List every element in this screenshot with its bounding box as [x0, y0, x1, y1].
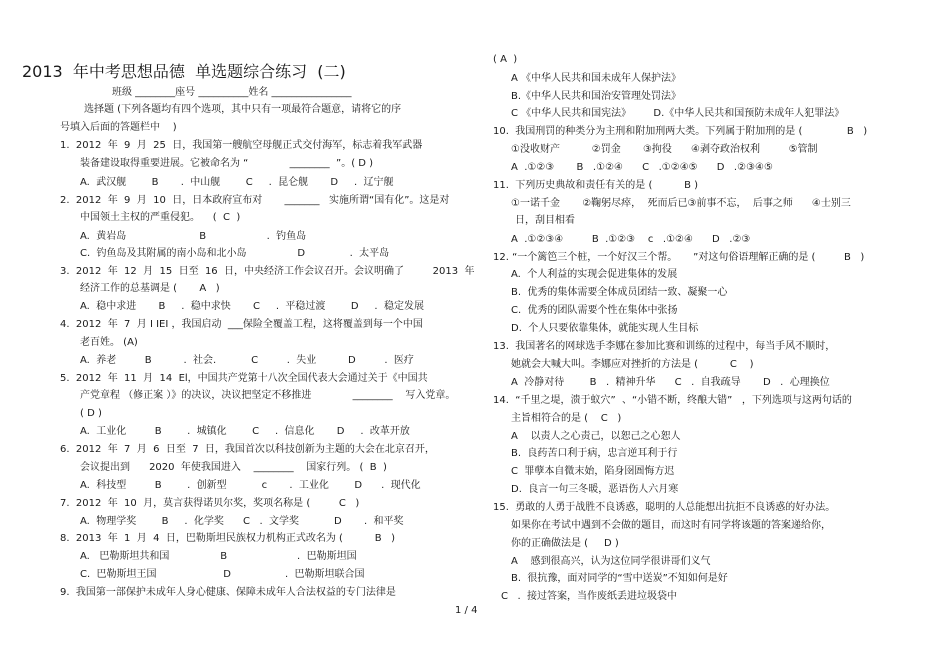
- text-line: C. 钓鱼岛及其附属的南小岛和北小岛 D . 太平岛: [80, 248, 390, 259]
- text-line: A 以责人之心责己，以恕己之心恕人: [511, 431, 681, 442]
- text-line: 9. 我国第一部保护未成年人身心健康、保障未成年人合法权益的专门法律是: [60, 587, 396, 598]
- text-line: 8. 2013 年 1 月 4 日，巴勒斯坦民族权力机构正式改名为 ( B ): [60, 533, 396, 544]
- text-line: A. 养老 B . 社会. C . 失业 D . 医疗: [80, 355, 414, 366]
- text-line: 11. 下列历史典故和责任有关的是 ( B ): [493, 180, 699, 191]
- text-line: 号填入后面的答题栏中 ): [60, 122, 177, 133]
- text-line: C. 巴勒斯坦王国 D . 巴勒斯坦联合国: [80, 569, 365, 580]
- text-line: 她就会大喊大叫。李娜应对挫折的方法是 ( C ): [511, 359, 754, 370]
- text-line: ①一诺千金 ②鞠躬尽瘁， 死而后已③前事不忘， 后事之师 ④士别三: [511, 198, 851, 209]
- text-line: A .①②③④ B .①②③ c .①②④ D .②③: [511, 234, 751, 245]
- text-line: C 罪孽本自微末始，陷身囹圄悔方迟: [511, 466, 675, 477]
- text-line: B.《中华人民共和国治安管理处罚法》: [511, 91, 682, 102]
- text-line: ( A ): [493, 54, 518, 65]
- text-line: 中国领土主权的严重侵犯。 ( C ): [80, 212, 241, 223]
- text-line: 7. 2012 年 10 月，莫言获得诺贝尔奖，奖项名称是 ( C ): [60, 498, 360, 509]
- text-line: A 感到很高兴，认为这位同学很讲哥们义气: [511, 556, 711, 567]
- text-line: 2. 2012 年 9 月 10 日，日本政府宣布对 _______ 实施所谓“国有化”。这是对: [60, 195, 450, 206]
- text-line: D. 良言一句三冬暖，恶语伤人六月寒: [511, 484, 679, 495]
- text-line: A. 武汉舰 B . 中山舰 C . 昆仑舰 D . 辽宁舰: [80, 177, 394, 188]
- text-line: 你的正确做法是 ( D ): [511, 538, 619, 549]
- text-line: 日，刮目相看: [515, 215, 575, 226]
- text-line: A. 巴勒斯坦共和国 B . 巴勒斯坦国: [80, 551, 357, 562]
- text-line: 4. 2012 年 7 月 I IEI ，我国启动 ___保险全覆盖工程，这将覆盖到每一个中国: [60, 319, 423, 330]
- text-line: A. 科技型 B . 创新型 c . 工业化 D . 现代化: [80, 480, 421, 491]
- text-line: 14. “千里之堤，溃于蚁穴” 、“小错不断，终酿大错” ，下列选项与这两句话的: [493, 395, 852, 406]
- text-line: 12. “一个篱笆三个桩，一个好汉三个帮。 ”对这句俗语理解正确的是 ( B ): [493, 252, 865, 263]
- text-line: D. 个人只要依靠集体，就能实现人生目标: [511, 323, 699, 334]
- text-line: 13. 我国著名的网球选手李娜在参加比赛和训练的过程中，每当手风不顺时，: [493, 341, 836, 352]
- text-line: 6. 2012 年 7 月 6 日至 7 日，我国首次以科技创新为主题的大会在北京召开，: [60, 444, 435, 455]
- text-line: 1. 2012 年 9 月 25 日，我国第一艘航空母舰正式交付海军，标志着我军武器: [60, 140, 423, 151]
- text-line: 产党章程 （修正案 ）》的决议，决议把坚定不移推进 ________ 写入党章。: [80, 390, 456, 401]
- text-line: B. 优秀的集体需要全体成员团结一致、凝聚一心: [511, 287, 728, 298]
- text-line: A. 稳中求进 B . 稳中求快 C . 平稳过渡 D . 稳定发展: [80, 301, 424, 312]
- text-line: 3. 2012 年 12 月 15 日至 16 日，中央经济工作会议召开。会议明确了 2013 年: [60, 266, 475, 277]
- text-line: C 《中华人民共和国宪法》 D.《中华人民共和国预防未成年人犯罪法》: [511, 108, 845, 119]
- page-number: 1 / 4: [455, 605, 478, 616]
- text-line: A 冷静对待 B . 精神升华 C . 自我疏导 D . 心理换位: [511, 377, 830, 388]
- text-line: 15. 勇敢的人勇于战胜不良诱惑，聪明的人总能想出抗拒不良诱惑的好办法。: [493, 502, 836, 513]
- text-line: ①没收财产 ②罚金 ③拘役 ④剥夺政治权利 ⑤管制: [511, 144, 818, 155]
- text-line: 主旨相符合的是 ( C ): [511, 413, 622, 424]
- text-line: A 《中华人民共和国未成年人保护法》: [511, 73, 682, 84]
- text-line: 5. 2012 年 11 月 14 El，中国共产党第十八次全国代表大会通过关于《中国共: [60, 373, 428, 384]
- page-title: 2013 年中考思想品德 单选题综合练习 (二): [22, 62, 346, 81]
- text-line: 经济工作的总基调是 ( A ): [80, 283, 220, 294]
- text-line: C . 接过答案，当作废纸丢进垃圾袋中: [501, 591, 678, 602]
- text-line: B. 良药苦口利于病，忠言逆耳利于行: [511, 448, 678, 459]
- text-line: A. 工业化 B . 城镇化 C . 信息化 D . 改革开放: [80, 426, 410, 437]
- text-line: 老百姓。 (A): [80, 337, 138, 348]
- text-line: A. 个人利益的实现会促进集体的发展: [511, 269, 678, 280]
- text-line: C. 优秀的团队需要个性在集体中张扬: [511, 305, 678, 316]
- text-line: B. 很抗豫，面对同学的“雪中送炭”不知如何是好: [511, 573, 728, 584]
- text-line: 班级 ________座号 __________姓名 ________________: [112, 87, 352, 98]
- text-line: 会议提出到 2020 年使我国进入 ________ 国家行列。 ( B ): [80, 462, 387, 473]
- text-line: 如果你在考试中遇到不会做的题目，而这时有同学将该题的答案递给你，: [511, 520, 831, 531]
- text-line: ( D ): [80, 408, 102, 419]
- text-line: 选择题 (下列各题均有四个选项，其中只有一项最符合题意，请将它的序: [84, 104, 402, 115]
- text-line: A .①②③ B .①②④ C .①②④⑤ D .②③④⑤: [511, 162, 773, 173]
- text-line: A. 物理学奖 B . 化学奖 C . 文学奖 D . 和平奖: [80, 516, 404, 527]
- text-line: 装备建设取得重要进展。它被命名为 “ ________ ”。( D ): [80, 158, 374, 169]
- text-line: A. 黄岩岛 B . 钓鱼岛: [80, 231, 307, 242]
- text-line: 10. 我国刑罚的种类分为主刑和附加刑两大类。下列属于附加刑的是 ( B ): [493, 126, 868, 137]
